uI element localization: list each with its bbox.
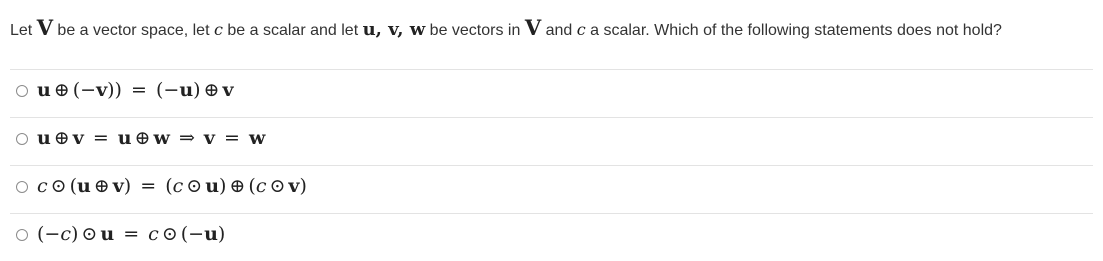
- radio-button[interactable]: [16, 181, 28, 193]
- math-vector-space-V: V: [524, 15, 542, 40]
- question-text-part: be a vector space, let: [52, 22, 214, 39]
- question-text-part: Let: [10, 22, 37, 39]
- answer-options: [10, 69, 1093, 261]
- radio-button[interactable]: [16, 229, 28, 241]
- math-vector-space-V: V: [36, 15, 53, 40]
- answer-option-1[interactable]: [10, 69, 1093, 117]
- math-scalar-c: c: [213, 20, 223, 39]
- answer-option-4[interactable]: [10, 213, 1093, 261]
- option-math[interactable]: (−c) ⊙ u = c ⊙ (−u): [37, 223, 226, 245]
- option-math[interactable]: u ⊕ v = u ⊕ w ⇒ v = w: [37, 127, 266, 149]
- question-text-part: be a scalar and let: [222, 22, 363, 39]
- option-math[interactable]: u ⊕ (−v)) = (−u) ⊕ v: [37, 79, 234, 101]
- question-text-part: a scalar. Which of the following statements does not hold?: [585, 22, 1002, 39]
- option-math[interactable]: c ⊙ (u ⊕ v) = (c ⊙ u) ⊕ (c ⊙ v): [37, 175, 307, 197]
- radio-button[interactable]: [16, 85, 28, 97]
- question-text-part: be vectors in: [425, 22, 525, 39]
- question-text: [10, 14, 1100, 45]
- question-text-part: and: [541, 22, 577, 39]
- answer-option-3[interactable]: [10, 165, 1093, 213]
- radio-button[interactable]: [16, 133, 28, 145]
- math-scalar-c: c: [576, 20, 586, 39]
- math-vectors-uvw: u, v, w: [362, 19, 426, 40]
- answer-option-2[interactable]: [10, 117, 1093, 165]
